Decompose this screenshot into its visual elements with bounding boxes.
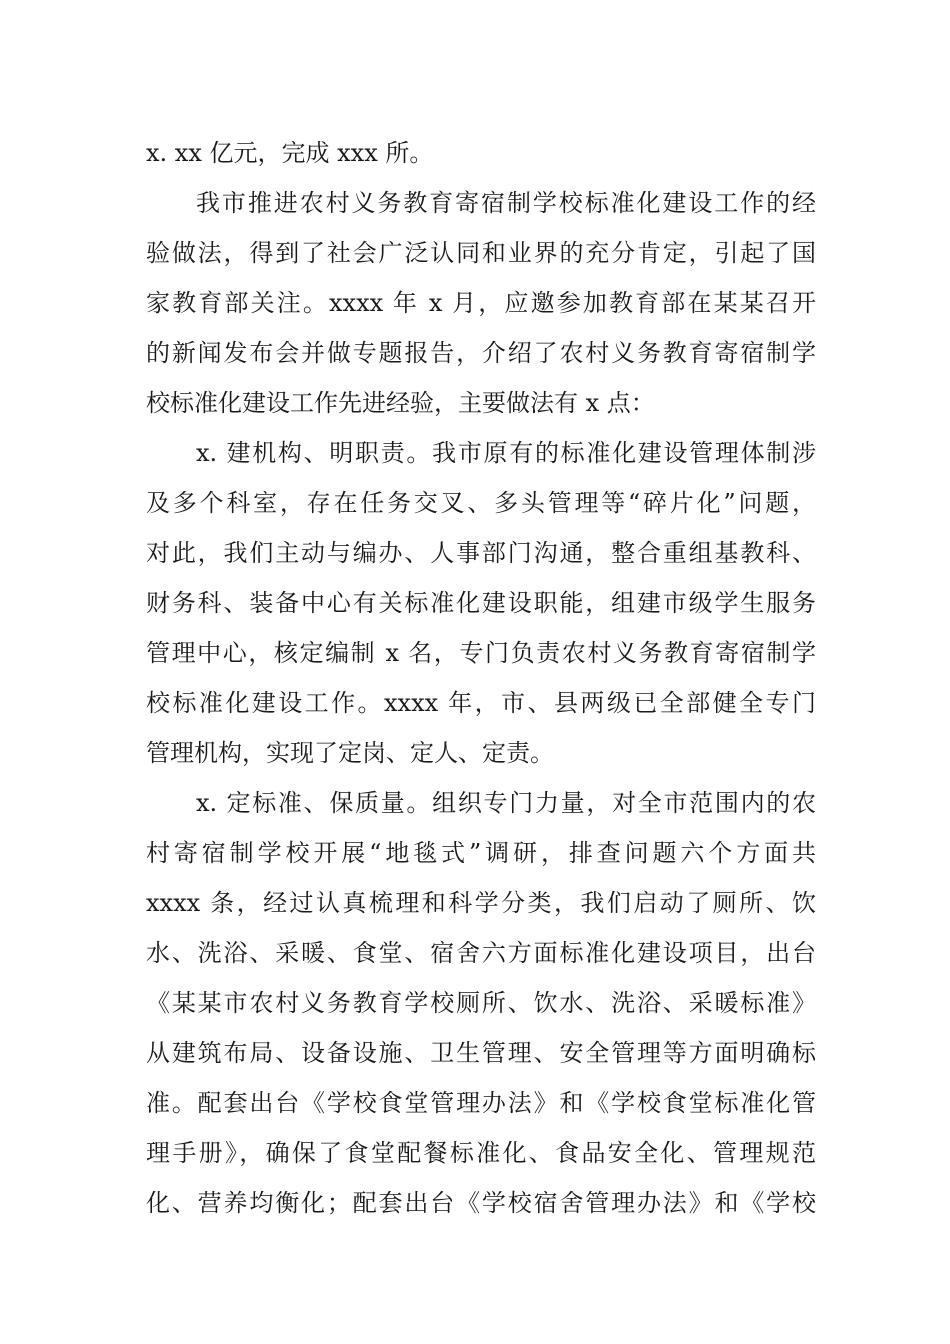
text-line: x. 建机构、明职责。我市原有的标准化建设管理体制涉 [196,439,816,467]
text-line: 准。配套出台《学校食堂管理办法》和《学校食堂标准化管 [146,1089,816,1117]
text-line: 管理机构，实现了定岗、定人、定责。 [146,739,554,767]
text-line: 化、营养均衡化；配套出台《学校宿舍管理办法》和《学校 [146,1189,816,1217]
text-line: 的新闻发布会并做专题报告，介绍了农村义务教育寄宿制学 [146,339,816,367]
text-line: 我市推进农村义务教育寄宿制学校标准化建设工作的经 [196,189,816,217]
text-line: x. xx 亿元，完成 xxx 所。 [146,139,434,167]
text-line: 及多个科室，存在任务交叉、多头管理等“碎片化”问题， [146,489,816,517]
text-line: 校标准化建设工作。xxxx 年，市、县两级已全部健全专门 [146,689,816,717]
text-line: xxxx 条，经过认真梳理和科学分类，我们启动了厕所、饮 [146,889,816,917]
text-line: 村寄宿制学校开展“地毯式”调研，排查问题六个方面共 [146,839,816,867]
text-line: x. 定标准、保质量。组织专门力量，对全市范围内的农 [196,789,816,817]
text-line: 对此，我们主动与编办、人事部门沟通，整合重组基教科、 [146,539,816,567]
text-line: 水、洗浴、采暖、食堂、宿舍六方面标准化建设项目，出台 [146,939,816,967]
text-line: 财务科、装备中心有关标准化建设职能，组建市级学生服务 [146,589,816,617]
text-line: 家教育部关注。xxxx 年 x 月，应邀参加教育部在某某召开 [146,289,816,317]
text-line: 校标准化建设工作先进经验，主要做法有 x 点： [146,389,655,417]
text-line: 从建筑布局、设备设施、卫生管理、安全管理等方面明确标 [146,1039,816,1067]
text-line: 《某某市农村义务教育学校厕所、饮水、洗浴、采暖标准》 [146,989,816,1017]
text-line: 管理中心，核定编制 x 名，专门负责农村义务教育寄宿制学 [146,639,816,667]
text-line: 验做法，得到了社会广泛认同和业界的充分肯定，引起了国 [146,239,816,267]
document-body [146,128,816,1228]
text-line: 理手册》，确保了食堂配餐标准化、食品安全化、管理规范 [146,1139,816,1167]
